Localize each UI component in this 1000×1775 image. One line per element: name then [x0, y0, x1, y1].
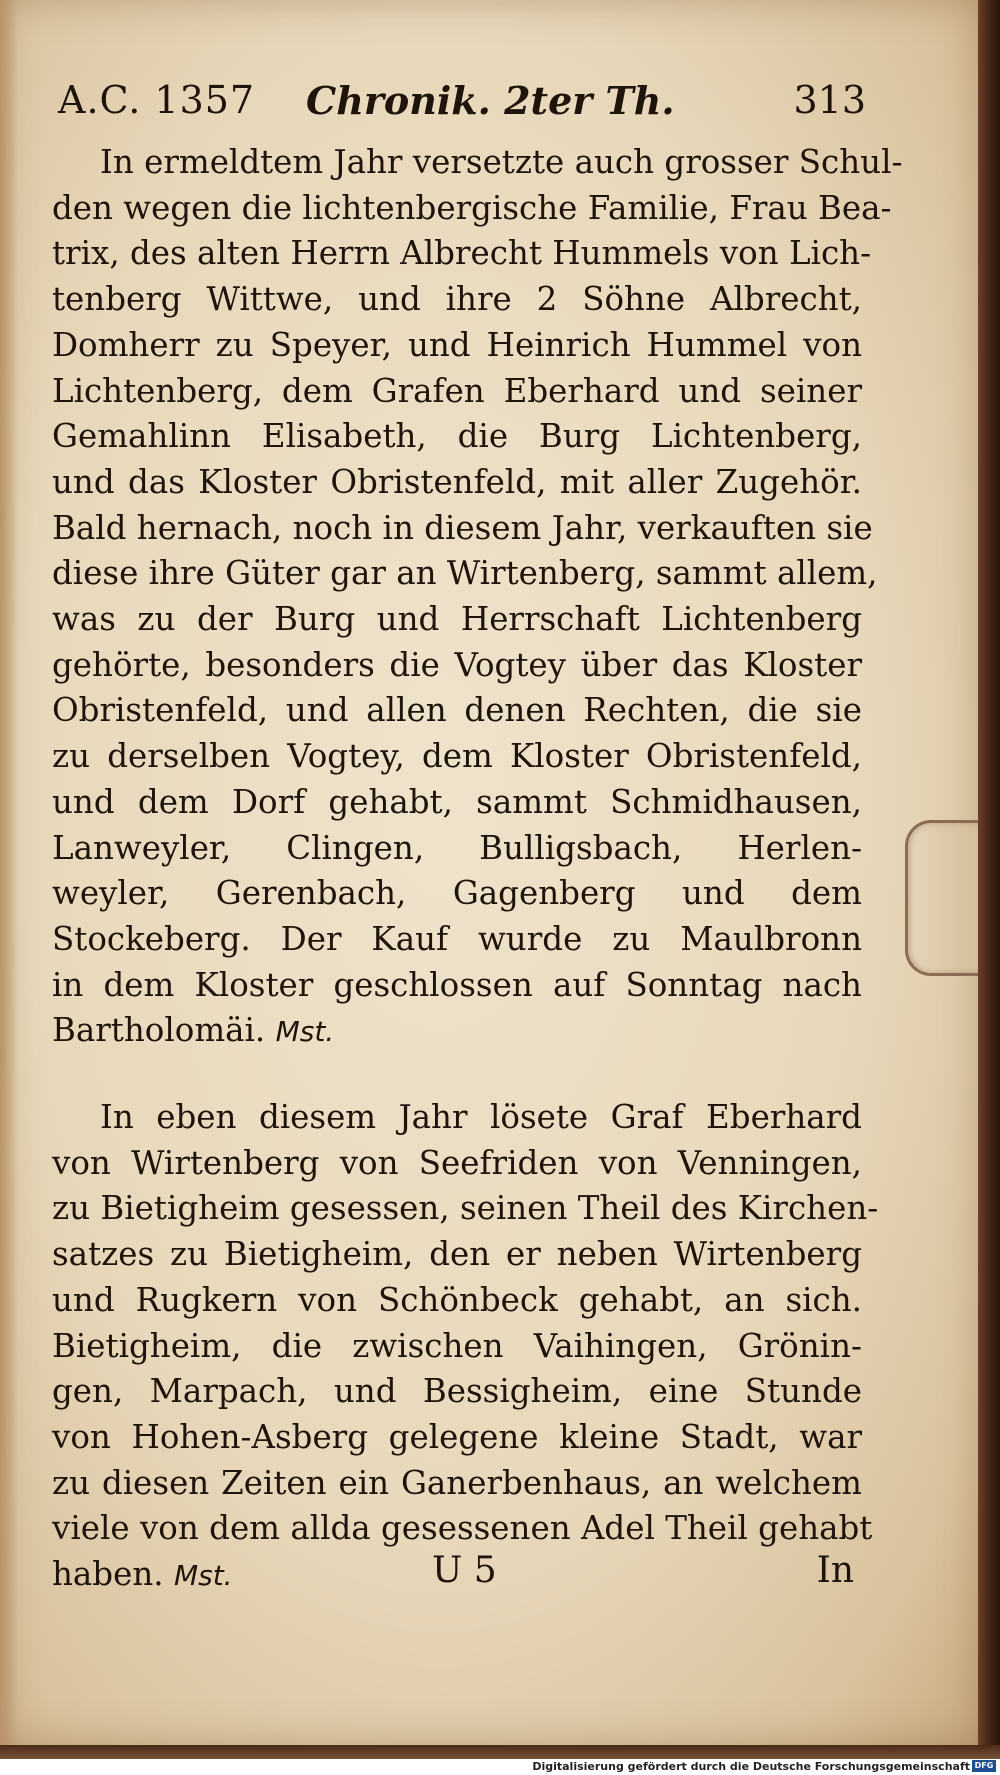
cover-bottom-strip: [0, 1745, 1000, 1759]
text-line: von Wirtenberg von Seefriden von Venningen,: [52, 1143, 862, 1182]
digitization-credit: Digitalisierung gefördert durch die Deutsche Forschungsgemeinschaft: [532, 1760, 970, 1773]
bottom-credit-bar: [0, 1745, 1000, 1775]
text-line: Bald hernach, noch in diesem Jahr, verkauften sie: [52, 508, 873, 547]
text-line: gen, Marpach, und Bessigheim, eine Stunde: [52, 1372, 862, 1411]
text-line: diese ihre Güter gar an Wirtenberg, sammt allem,: [52, 554, 878, 593]
text-line: was zu der Burg und Herrschaft Lichtenberg: [52, 600, 862, 639]
text-line: den wegen die lichtenbergische Familie, Frau Bea-: [52, 188, 892, 227]
text-line: von Hohen-Asberg gelegene kleine Stadt, war: [52, 1417, 862, 1456]
text-line: Gemahlinn Elisabeth, die Burg Lichtenberg,: [52, 417, 862, 456]
text-line: und das Kloster Obristenfeld, mit aller Zugehör.: [52, 462, 862, 501]
text-line: gehörte, besonders die Vogtey über das Kloster: [52, 645, 862, 684]
text-line: viele von dem allda gesessenen Adel Theil gehabt: [52, 1509, 873, 1548]
header-year: A.C. 1357: [58, 78, 256, 122]
text-line-last: [52, 1008, 862, 1055]
text-line: und dem Dorf gehabt, sammt Schmidhausen,: [52, 782, 862, 821]
header-title: Chronik. 2ter Th.: [306, 78, 675, 123]
text-line: zu Bietigheim gesessen, seinen Theil des Kirchen-: [52, 1189, 879, 1228]
running-header: [58, 78, 866, 128]
text-line: und Rugkern von Schönbeck gehabt, an sich.: [52, 1280, 862, 1319]
text-line: weyler, Gerenbach, Gagenberg und dem: [52, 874, 862, 913]
text-line: In eben diesem Jahr lösete Graf Eberhard: [100, 1098, 862, 1136]
text-line: in dem Kloster geschlossen auf Sonntag nach: [52, 965, 862, 1004]
text-line: trix, des alten Herrn Albrecht Hummels von Lich-: [52, 234, 872, 273]
dfg-logo-icon: DFG: [972, 1760, 996, 1772]
text-line: Lanweyler, Clingen, Bulligsbach, Herlen-: [52, 828, 862, 867]
bookmark-tab: [905, 820, 986, 976]
text-line: satzes zu Bietigheim, den er neben Wirtenberg: [52, 1235, 862, 1274]
paragraph-2: [52, 1095, 879, 1599]
last-line-text: Bartholomäi.: [52, 1011, 266, 1050]
text-line: Stockeberg. Der Kauf wurde zu Maulbronn: [52, 919, 862, 958]
text-line: Bietigheim, die zwischen Vaihingen, Grönin-: [52, 1326, 862, 1365]
signature-mark: U 5: [432, 1550, 497, 1591]
catchword: In: [816, 1550, 854, 1591]
paragraph-1: [52, 140, 903, 1055]
page-footer: [52, 1550, 862, 1600]
manuscript-abbrev: Mst.: [173, 1559, 233, 1593]
text-line: Lichtenberg, dem Grafen Eberhard und seiner: [52, 371, 862, 410]
text-line: In ermeldtem Jahr versetzte auch grosser Schul-: [100, 143, 903, 181]
gutter-shadow: [0, 0, 18, 1745]
text-line: zu diesen Zeiten ein Ganerbenhaus, an welchem: [52, 1463, 862, 1502]
book-cover-edge: [978, 0, 1000, 1745]
last-line-text: haben.: [52, 1555, 164, 1594]
text-line: Obristenfeld, und allen denen Rechten, die sie: [52, 691, 862, 730]
page-number: 313: [793, 78, 866, 122]
text-line: Domherr zu Speyer, und Heinrich Hummel von: [52, 325, 862, 364]
text-line: zu derselben Vogtey, dem Kloster Obristenfeld,: [52, 737, 862, 776]
text-line: tenberg Wittwe, und ihre 2 Söhne Albrecht,: [52, 280, 862, 319]
manuscript-abbrev: Mst.: [275, 1015, 335, 1049]
